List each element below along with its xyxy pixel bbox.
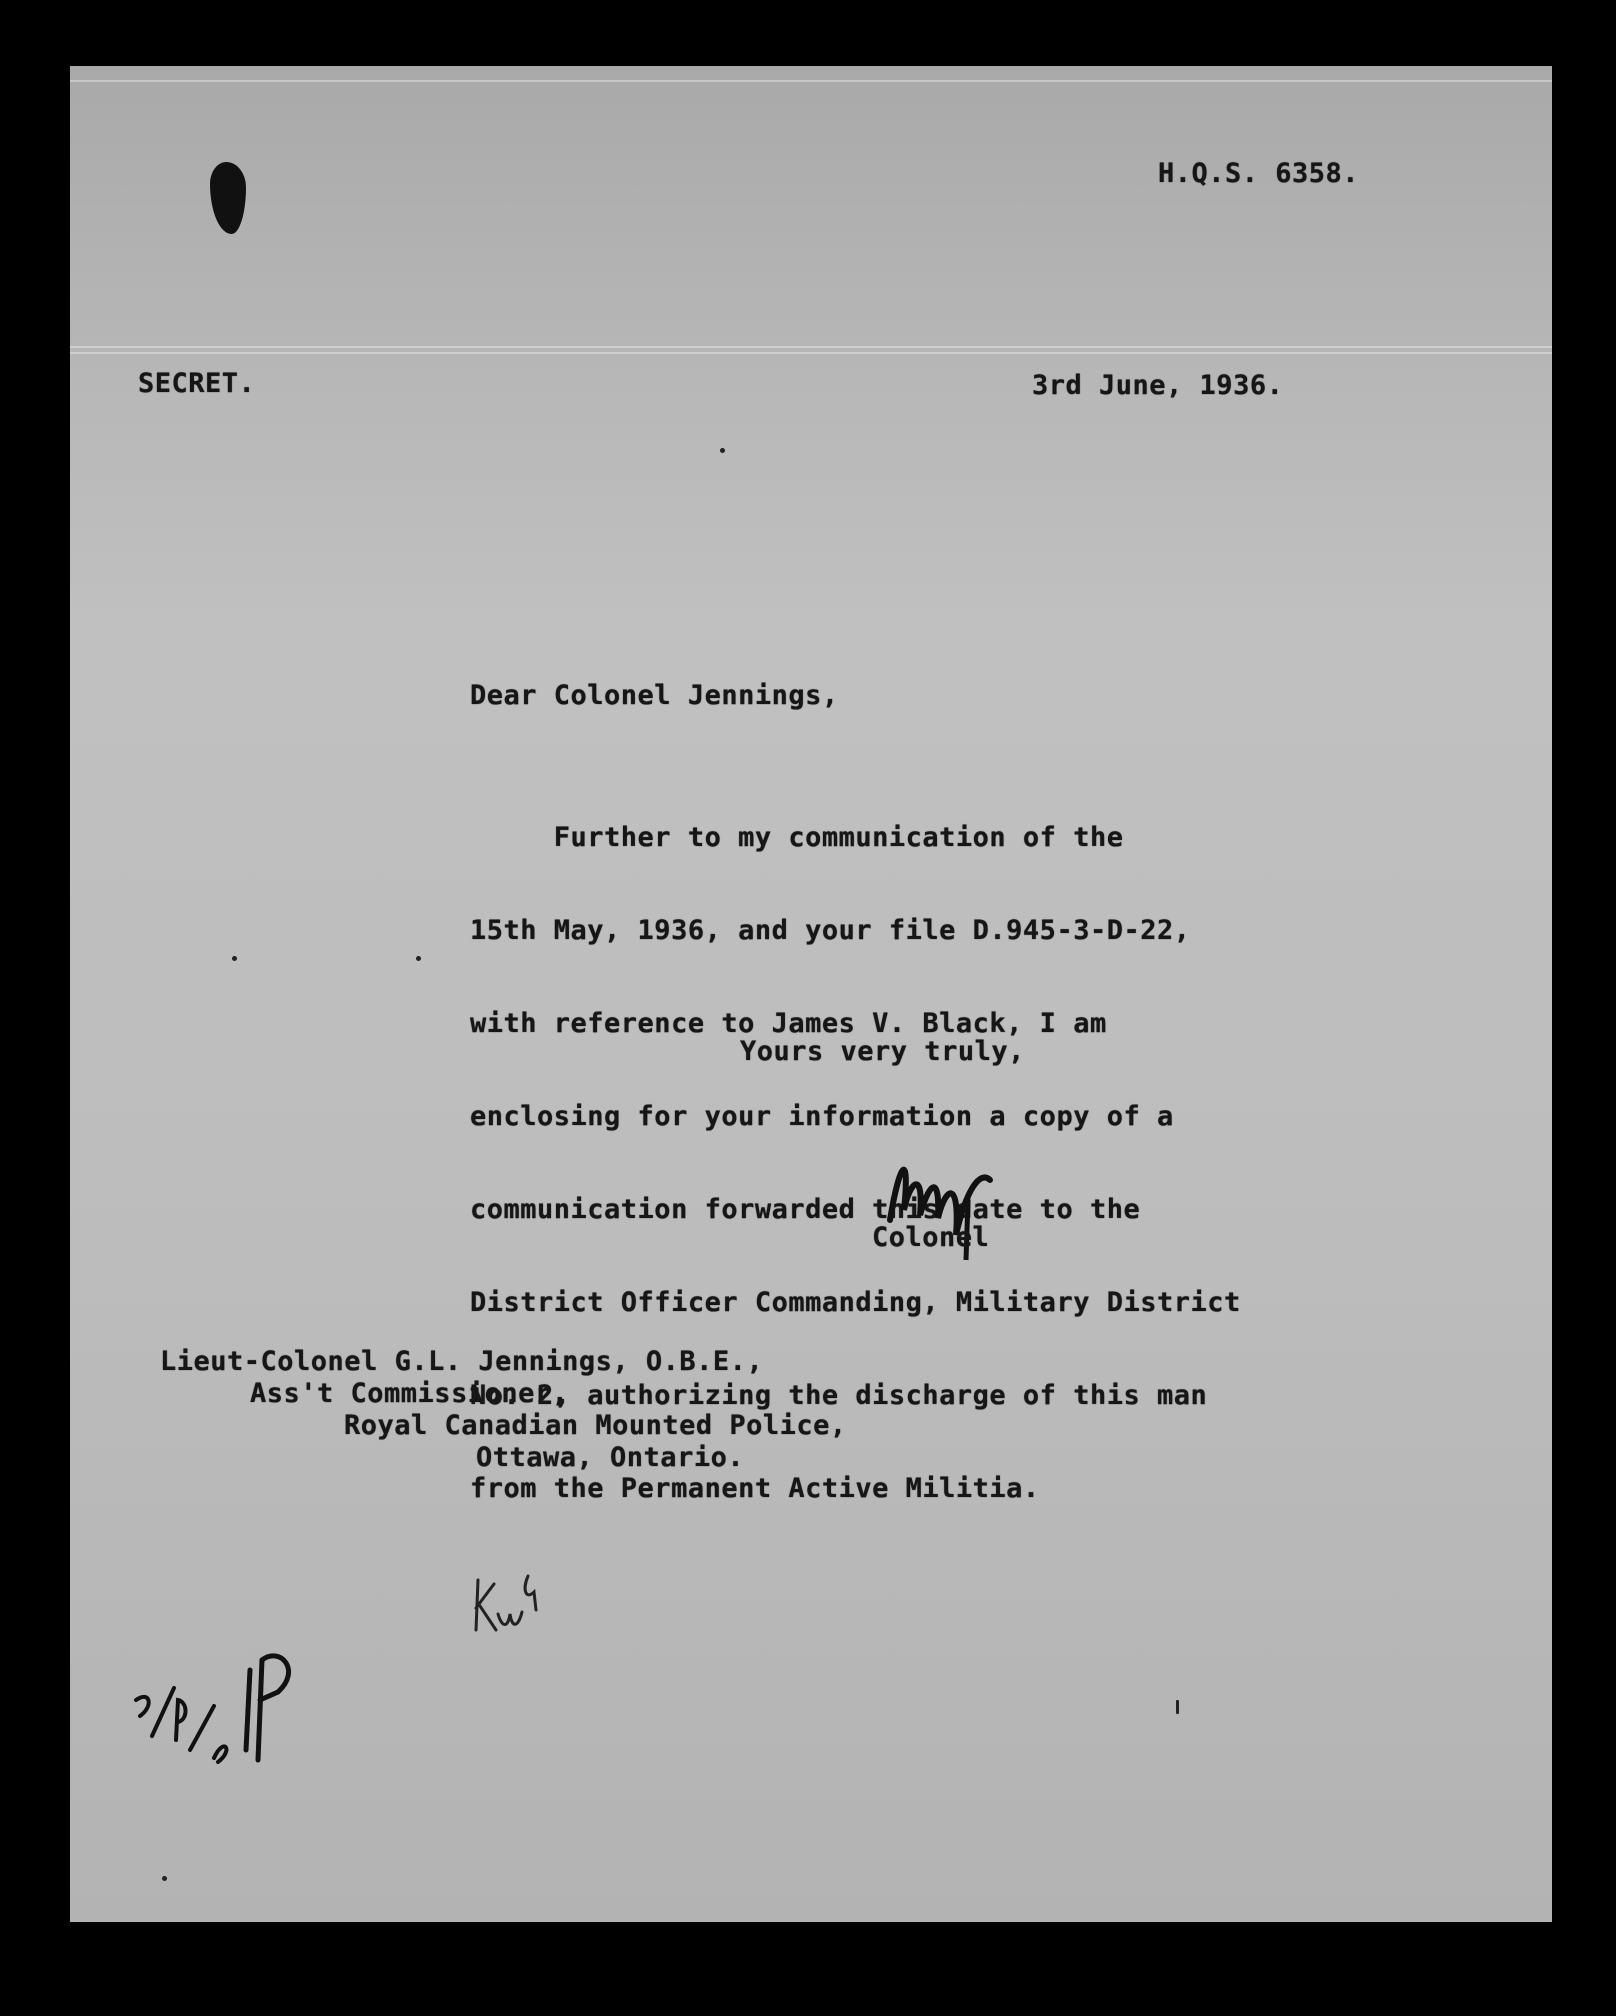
body-line: Further to my communication of the (470, 822, 1124, 853)
speck (232, 956, 237, 961)
file-number: H.Q.S. 6358. (1158, 158, 1360, 189)
handwritten-date-icon (130, 1640, 320, 1820)
body-line: from the Permanent Active Militia. (470, 1473, 1040, 1504)
speck (416, 956, 421, 961)
handwritten-initials-icon (470, 1570, 560, 1640)
recipient-organization: Royal Canadian Mounted Police, (344, 1410, 847, 1441)
recipient-title: Ass't Commissioner, (250, 1378, 569, 1409)
scan-band (70, 346, 1552, 348)
scan-band (70, 80, 1552, 82)
body-line: District Officer Commanding, Military District (470, 1287, 1241, 1318)
letter-date: 3rd June, 1936. (1032, 370, 1284, 401)
body-line: 15th May, 1936, and your file D.945-3-D-22, (470, 915, 1191, 946)
closing: Yours very truly, (740, 1036, 1025, 1067)
speck (1176, 1700, 1179, 1714)
body-line: No. 2, authorizing the discharge of this man (470, 1380, 1208, 1411)
scan-band (70, 352, 1552, 354)
body-line: enclosing for your information a copy of a (470, 1101, 1174, 1132)
salutation: Dear Colonel Jennings, (470, 680, 839, 711)
recipient-city: Ottawa, Ontario. (476, 1442, 745, 1473)
speck (162, 1876, 167, 1881)
speck (720, 448, 725, 453)
body-line: communication forwarded this date to the (470, 1194, 1141, 1225)
signature-title: Colonel (872, 1222, 990, 1253)
body-line: with reference to James V. Black, I am (470, 1008, 1107, 1039)
classification-label: SECRET. (138, 368, 256, 399)
recipient-name: Lieut-Colonel G.L. Jennings, O.B.E., (160, 1346, 764, 1377)
